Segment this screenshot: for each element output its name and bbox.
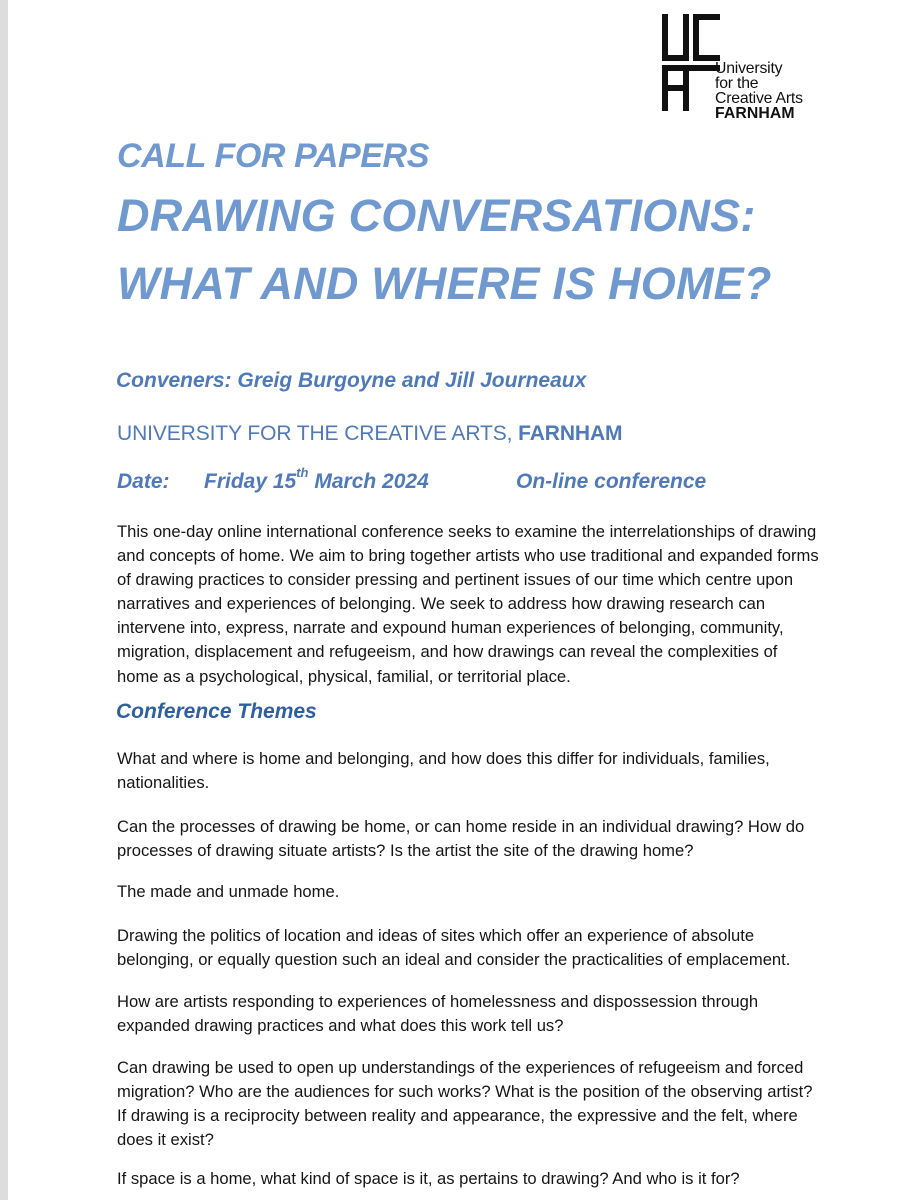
logo-wordmark: [715, 61, 825, 121]
university-line: [117, 422, 622, 446]
logo-line-creative-arts: Creative Arts: [715, 90, 803, 107]
theme-paragraph: How are artists responding to experiences of homelessness and dispossession through expanded drawing practices and what does this work tell us?: [117, 992, 759, 1035]
university-logo: [662, 14, 822, 126]
university-name: UNIVERSITY FOR THE CREATIVE ARTS,: [117, 422, 513, 445]
theme-paragraph: Drawing the politics of location and ideas of sites which offer an experience of absolute belonging, or equally question such an ideal and consider the practicalities of emplacement.: [117, 926, 791, 969]
intro-paragraph: This one-day online international conference seeks to examine the interrelationships of drawing and concepts of home. We aim to bring together artists who use traditional and expanded forms of drawing practices to consider pressing and pertinent issues of our time which centre upon narratives and experiences of belonging. We seek to address how drawing research can intervene into, express, narrate and expound human experiences of belonging, community, migration, displacement and refugeeism, and how drawings can reveal the complexities of home as a psychological, physical, familial, or territorial place.: [117, 522, 819, 686]
ucf-monogram-icon: [662, 14, 720, 111]
logo-campus: FARNHAM: [715, 105, 795, 122]
theme-paragraph: The made and unmade home.: [117, 882, 340, 901]
conference-title-line-2: WHAT AND WHERE IS HOME?: [117, 258, 772, 309]
theme-paragraph: What and where is home and belonging, and how does this differ for individuals, families, nationalities.: [117, 749, 770, 792]
call-for-papers-heading: CALL FOR PAPERS: [117, 137, 429, 175]
logo-line-for-the: for the: [715, 75, 759, 92]
date-day: Friday 15: [204, 470, 297, 493]
date-label: Date:: [117, 470, 170, 493]
conference-format: On-line conference: [516, 470, 707, 493]
conference-date: [204, 465, 429, 494]
date-line: [117, 465, 777, 498]
logo-line-university: University: [715, 60, 783, 77]
theme-paragraph: Can drawing be used to open up understandings of the experiences of refugeeism and forced migration? Who are the audiences for such works? What is the position of the observing artist? If drawing is a reciprocity between reality and appearance, the expressive and the felt, where does it exist?: [117, 1058, 813, 1149]
university-campus: FARNHAM: [518, 422, 623, 445]
theme-paragraph: If space is a home, what kind of space is it, as pertains to drawing? And who is it for?: [117, 1169, 740, 1188]
date-ordinal-suffix: th: [296, 465, 309, 480]
theme-paragraph: Can the processes of drawing be home, or can home reside in an individual drawing? How do processes of drawing situate artists? Is the artist the site of the drawing home?: [117, 817, 805, 860]
conference-themes-heading: Conference Themes: [116, 700, 317, 723]
conveners-line: Conveners: Greig Burgoyne and Jill Journeaux: [116, 369, 587, 392]
date-month-year: March 2024: [314, 470, 429, 493]
page-left-edge: [0, 0, 8, 1200]
conference-title-line-1: DRAWING CONVERSATIONS:: [117, 190, 756, 241]
